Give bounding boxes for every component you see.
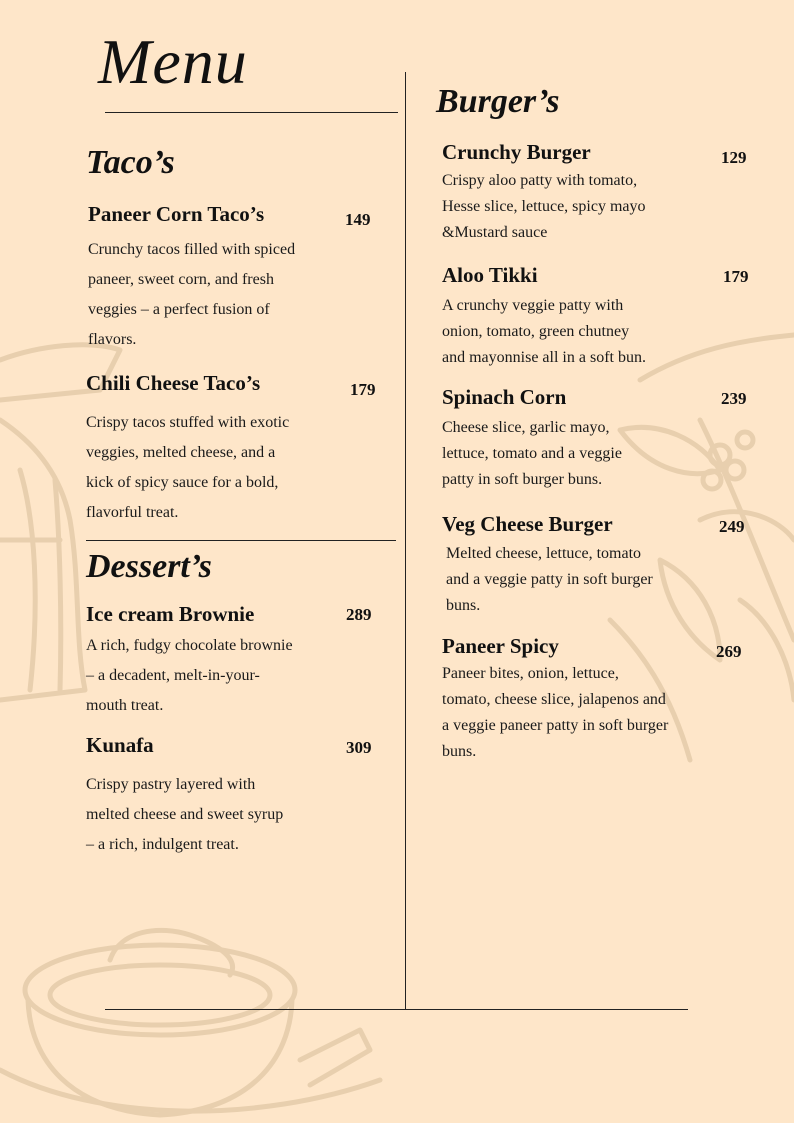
item-price: 249 [719,517,745,536]
item-name: Crunchy Burger [442,140,591,164]
section-heading-desserts: Dessert’s [86,548,212,585]
item-name: Paneer Spicy [442,634,559,658]
item-price: 179 [350,380,376,399]
section-heading-burgers: Burger’s [436,83,560,120]
title-divider [105,112,398,113]
item-description: A crunchy veggie patty with onion, tomato, green chutney and mayonnise all in a soft bun. [442,297,646,366]
item-name: Kunafa [86,733,154,757]
item-name: Veg Cheese Burger [442,512,613,536]
item-name: Ice cream Brownie [86,602,255,626]
column-divider [405,72,406,1010]
item-name: Chili Cheese Taco’s [86,371,261,395]
page-title: Menu [98,26,248,97]
item-price: 289 [346,605,372,624]
item-description: Crispy aloo patty with tomato, Hesse slice, lettuce, spicy mayo &Mustard sauce [442,172,646,241]
item-name: Spinach Corn [442,385,567,409]
item-price: 239 [721,389,747,408]
item-price: 269 [716,642,742,661]
item-name: Paneer Corn Taco’s [88,202,265,226]
item-description: Crispy pastry layered with melted cheese and sweet syrup – a rich, indulgent treat. [86,776,284,853]
item-description: Melted cheese, lettuce, tomato and a veggie patty in soft burger buns. [446,545,653,614]
item-description: Cheese slice, garlic mayo, lettuce, tomato and a veggie patty in soft burger buns. [442,419,622,488]
bottom-divider [105,1009,688,1010]
section-divider [86,540,396,541]
item-description: A rich, fudgy chocolate brownie – a decadent, melt-in-your- mouth treat. [86,637,293,714]
item-price: 309 [346,738,372,757]
section-heading-tacos: Taco’s [86,144,175,181]
item-description: Crispy tacos stuffed with exotic veggies, melted cheese, and a kick of spicy sauce for a bold, flavorful treat. [86,414,290,521]
item-name: Aloo Tikki [442,263,538,287]
item-price: 129 [721,148,747,167]
item-description: Crunchy tacos filled with spiced paneer, sweet corn, and fresh veggies – a perfect fusion of flavors. [88,241,296,348]
item-description: Paneer bites, onion, lettuce, tomato, cheese slice, jalapenos and a veggie paneer patty in soft burger buns. [442,665,669,760]
item-price: 149 [345,210,371,229]
item-price: 179 [723,267,749,286]
